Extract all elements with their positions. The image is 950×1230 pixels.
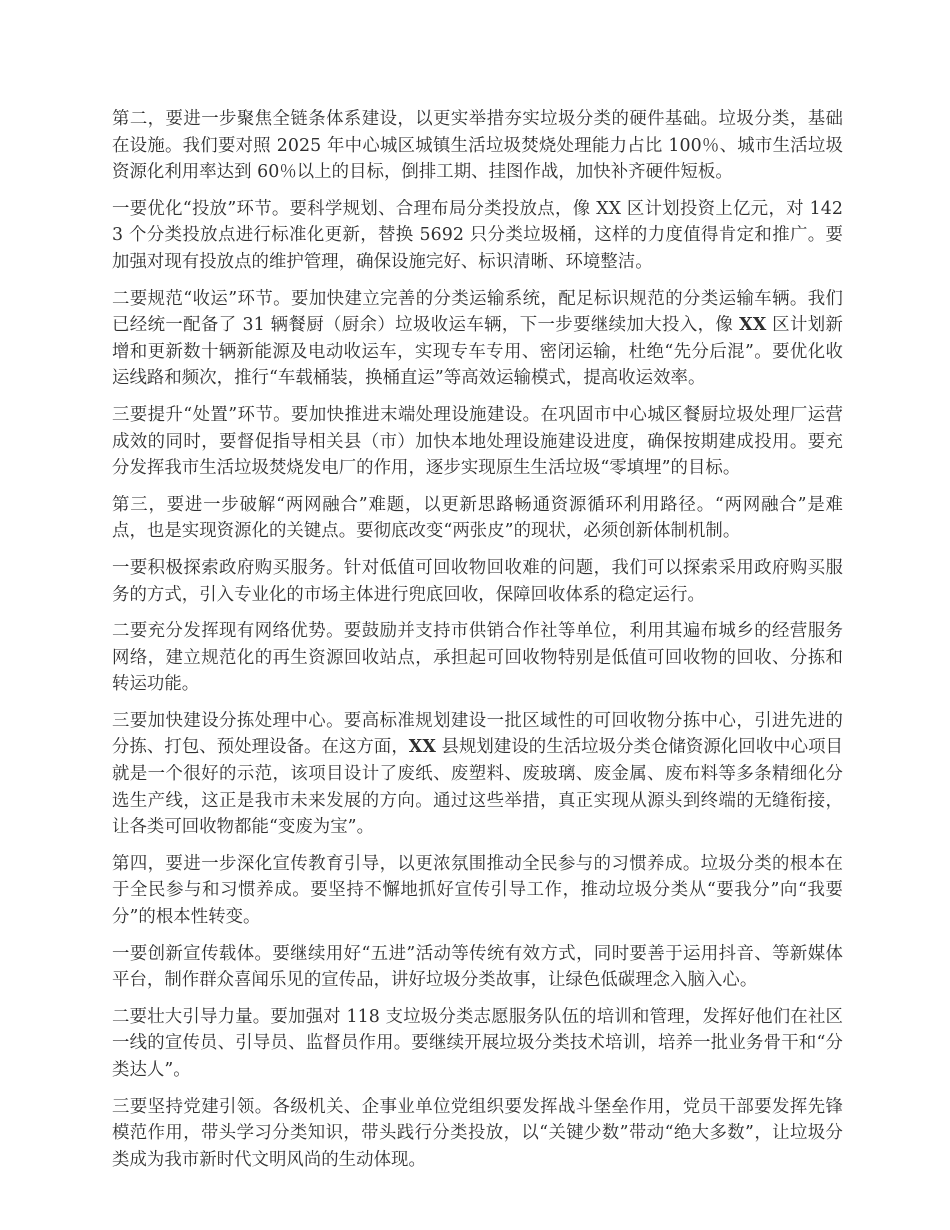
paragraph-section-three-intro: 第三，要进一步破解“两网融合”难题，以更新思路畅通资源循环利用路径。“两网融合”是难点，也是实现资源化的关键点。要彻底改变“两张皮”的现状，必须创新体制机制。 <box>112 494 843 542</box>
paragraph-section-four-intro: 第四，要进一步深化宣传教育引导，以更浓氛围推动全民参与的习惯养成。垃圾分类的根本在于全民参与和习惯养成。要坚持不懈地抓好宣传引导工作，推动垃圾分类从“要我分”向“我要分”的根本性转变。 <box>112 853 843 928</box>
paragraph-party-building-leadership: 三要坚持党建引领。各级机关、企事业单位党组织要发挥战斗堡垒作用，党员干部要发挥先锋模范作用，带头学习分类知识，带头践行分类投放，以“关键少数”带动“绝大多数”，让垃圾分类成为我市新时代文明风尚的生动体现。 <box>112 1096 843 1170</box>
paragraph-innovate-publicity-carrier: 一要创新宣传载体。要继续用好“五进”活动等传统有效方式，同时要善于运用抖音、等新媒体平台，制作群众喜闻乐见的宣传品，讲好垃圾分类故事，让绿色低碳理念入脑入心。 <box>112 943 843 991</box>
paragraph-optimize-disposal-point: 一要优化“投放”环节。要科学规划、合理布局分类投放点，像 XX 区计划投资上亿元，对 1423 个分类投放点进行标准化更新，替换 5692 只分类垃圾桶，这样的力度值得肯定和推广。要加强对现有投放点的维护管理，确保设施完好、标识清晰、环境整洁。 <box>112 198 843 272</box>
paragraph-build-sorting-center: 三要加快建设分拣处理中心。要高标准规划建设一批区域性的可回收物分拣中心，引进先进的分拣、打包、预处理设备。在这方面，XX 县规划建设的生活垃圾分类仓储资源化回收中心项目就是一个很好的示范，该项目设计了废纸、废塑料、废玻璃、废金属、废布料等多条精细化分选生产线，这正是我市未来发展的方向。通过这些举措，真正实现从源头到终端的无缝衔接，让各类可回收物都能“变废为宝”。 <box>112 710 844 838</box>
paragraph-standardize-collection-transport: 二要规范“收运”环节。要加快建立完善的分类运输系统，配足标识规范的分类运输车辆。我们已经统一配备了 31 辆餐厨（厨余）垃圾收运车辆，下一步要继续加大投入，像 XX 区计划新增和更新数十辆新能源及电动收运车，实现专车专用、密闭运输，杜绝“先分后混”。要优化收运线路和频次，推行“车载桶装，换桶直运”等高效运输模式，提高收运效率。 <box>112 288 843 389</box>
paragraph-section-two-intro: 第二，要进一步聚焦全链条体系建设，以更实举措夯实垃圾分类的硬件基础。垃圾分类，基础在设施。我们要对照 2025 年中心城区城镇生活垃圾焚烧处理能力占比 100％、城市生活垃圾资源化利用率达到 60％以上的目标，倒排工期、挂图作战，加快补齐硬件短板。 <box>112 109 843 183</box>
paragraph-leverage-existing-network: 二要充分发挥现有网络优势。要鼓励并支持市供销合作社等单位，利用其遍布城乡的经营服务网络，建立规范化的再生资源回收站点，承担起可回收物特别是低值可回收物的回收、分拣和转运功能。 <box>112 621 843 695</box>
paragraph-government-purchase-service: 一要积极探索政府购买服务。针对低值可回收物回收难的问题，我们可以探索采用政府购买服务的方式，引入专业化的市场主体进行兜底回收，保障回收体系的稳定运行。 <box>112 557 843 605</box>
paragraph-improve-disposal: 三要提升“处置”环节。要加快推进末端处理设施建设。在巩固市中心城区餐厨垃圾处理厂运营成效的同时，要督促指导相关县（市）加快本地处理设施建设进度，确保按期建成投用。要充分发挥我市生活垃圾焚烧发电厂的作用，逐步实现原生生活垃圾“零填埋”的目标。 <box>112 404 843 479</box>
paragraph-strengthen-guidance-force: 二要壮大引导力量。要加强对 118 支垃圾分类志愿服务队伍的培训和管理，发挥好他们在社区一线的宣传员、引导员、监督员作用。要继续开展垃圾分类技术培训，培养一批业务骨干和“分类达人”。 <box>112 1006 843 1080</box>
document-text-body <box>112 106 843 1173</box>
